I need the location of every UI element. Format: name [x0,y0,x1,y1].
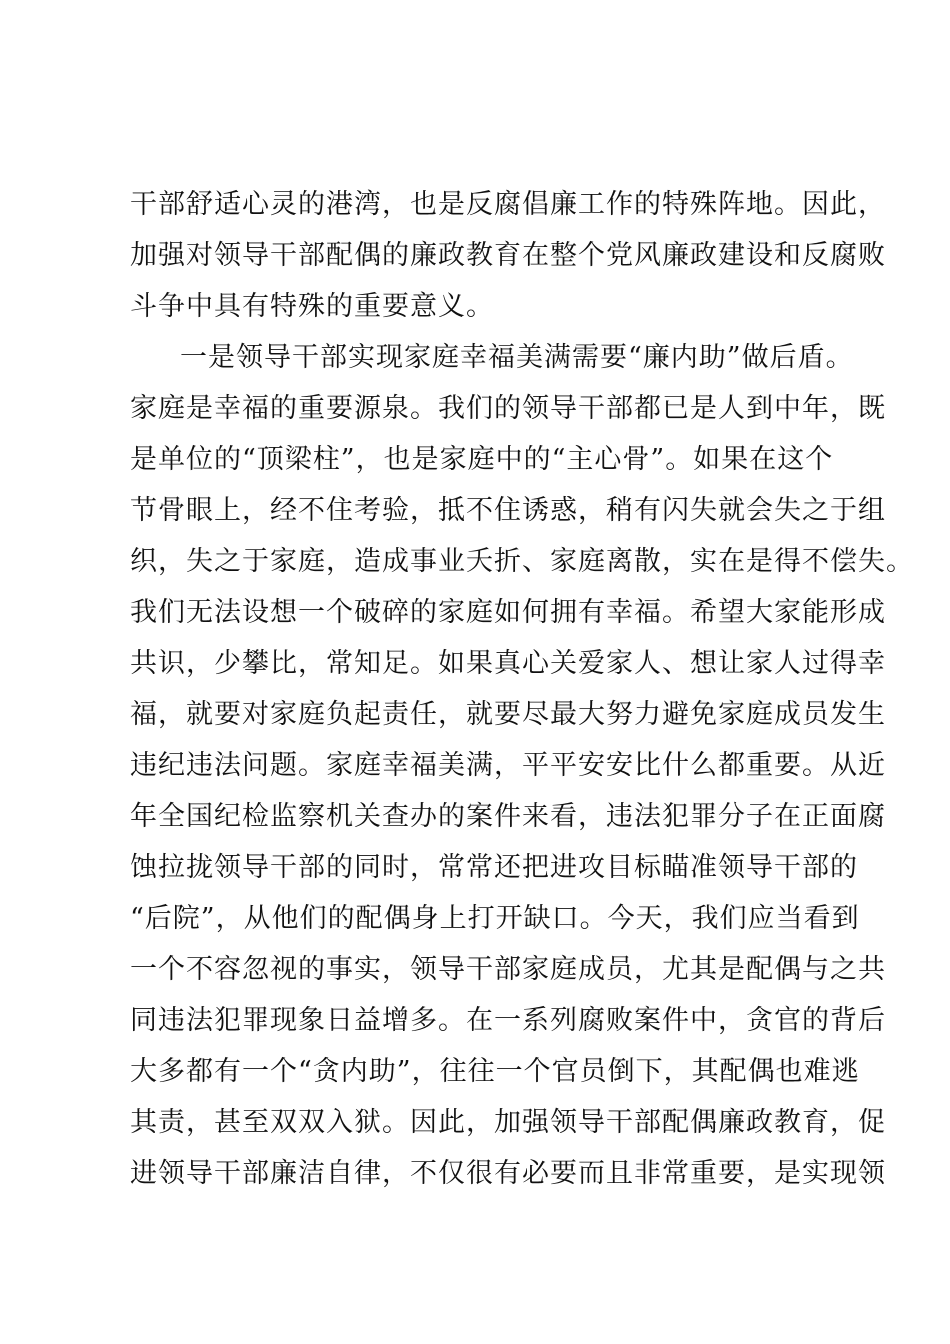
text-line: 是单位的“顶梁柱”，也是家庭中的“主心骨”。如果在这个 [130,444,834,475]
text-line: “后院”，从他们的配偶身上打开缺口。今天，我们应当看到 [130,903,860,934]
text-line: 福，就要对家庭负起责任，就要尽最大努力避免家庭成员发生 [130,699,886,730]
text-line: 共识，少攀比，常知足。如果真心关爱家人、想让家人过得幸 [130,648,886,679]
text-line: 大多都有一个“贪内助”，往往一个官员倒下，其配偶也难逃 [130,1056,860,1087]
text-line: 织，失之于家庭，造成事业夭折、家庭离散，实在是得不偿失。 [130,546,914,577]
text-line: 一个不容忽视的事实，领导干部家庭成员，尤其是配偶与之共 [130,954,886,985]
text-line: 进领导干部廉洁自律，不仅很有必要而且非常重要，是实现领 [130,1158,886,1189]
text-line: 其责，甚至双双入狱。因此，加强领导干部配偶廉政教育，促 [130,1107,886,1138]
paragraph-heading-line: 一是领导干部实现家庭幸福美满需要“廉内助”做后盾。 [180,342,854,373]
text-line: 加强对领导干部配偶的廉政教育在整个党风廉政建设和反腐败 [130,240,886,271]
text-line: 家庭是幸福的重要源泉。我们的领导干部都已是人到中年，既 [130,393,886,424]
text-line: 斗争中具有特殊的重要意义。 [130,291,494,322]
text-line: 年全国纪检监察机关查办的案件来看，违法犯罪分子在正面腐 [130,801,886,832]
text-line: 干部舒适心灵的港湾，也是反腐倡廉工作的特殊阵地。因此， [130,189,886,220]
text-line: 我们无法设想一个破碎的家庭如何拥有幸福。希望大家能形成 [130,597,886,628]
text-line: 蚀拉拢领导干部的同时，常常还把进攻目标瞄准领导干部的 [130,852,858,883]
text-line: 同违法犯罪现象日益增多。在一系列腐败案件中，贪官的背后 [130,1005,886,1036]
text-line: 节骨眼上，经不住考验，抵不住诱惑，稍有闪失就会失之于组 [130,495,886,526]
text-line: 违纪违法问题。家庭幸福美满，平平安安比什么都重要。从近 [130,750,886,781]
